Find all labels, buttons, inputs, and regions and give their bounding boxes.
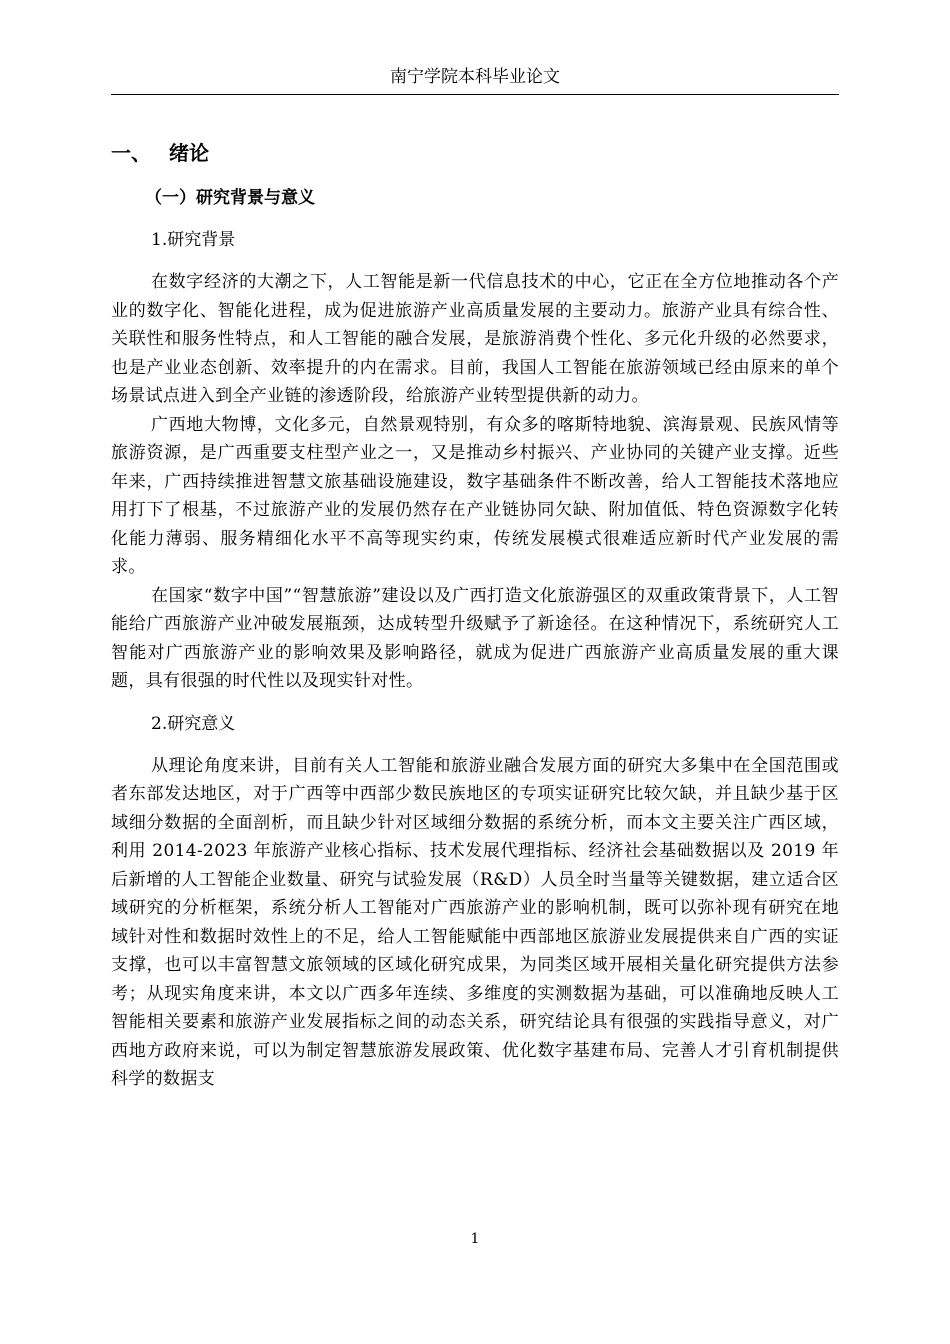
running-header: 南宁学院本科毕业论文 xyxy=(390,67,560,87)
subsection-heading: （一）研究背景与意义 xyxy=(145,188,315,208)
background-paragraph-2: 广西地大物博，文化多元，自然景观特别，有众多的喀斯特地貌、滨海景观、民族风情等旅游资源，是广西重要支柱型产业之一，又是推动乡村振兴、产业协同的关键产业支撑。近些年来，广西持续推进智慧文旅基础设施建设，数字基础条件不断改善，给人工智能技术落地应用打下了根基，不过旅游产业的发展仍然存在产业链协同欠缺、附加值低、特色资源数字化转化能力薄弱、服务精细化水平不高等现实约束，传统发展模式很难适应新时代产业发展的需求。 xyxy=(111,414,839,577)
section-title: 绪论 xyxy=(169,141,209,165)
background-heading: 1.研究背景 xyxy=(151,230,236,250)
page-number: 1 xyxy=(470,1231,480,1247)
header-divider xyxy=(111,94,839,95)
background-paragraph-1: 在数字经济的大潮之下，人工智能是新一代信息技术的中心，它正在全方位地推动各个产业的数字化、智能化进程，成为促进旅游产业高质量发展的主要动力。旅游产业具有综合性、关联性和服务性特点，和人工智能的融合发展，是旅游消费个性化、多元化升级的必然要求，也是产业业态创新、效率提升的内在需求。目前，我国人工智能在旅游领域已经由原来的单个场景试点进入到全产业链的渗透阶段，给旅游产业转型提供新的动力。 xyxy=(111,272,839,406)
significance-heading: 2.研究意义 xyxy=(151,713,236,734)
section-heading xyxy=(111,138,839,168)
page-body xyxy=(111,138,839,1094)
significance-paragraph-1: 从理论角度来讲，目前有关人工智能和旅游业融合发展方面的研究大多集中在全国范围或者东部发达地区，对于广西等中西部少数民族地区的专项实证研究比较欠缺，并且缺少基于区域细分数据的全面剖析，而且缺少针对区域细分数据的系统分析，而本文主要关注广西区域，利用 2014-2023 年旅游产业核心指标、技术发展代理指标、经济社会基础数据以及 2019 年后新增的人工智能企业数量、研究与试验发展（R&D）人员全时当量等关键数据，建立适合区域研究的分析框架，系统分析人工智能对广西旅游产业的影响机制，既可以弥补现有研究在地域针对性和数据时效性上的不足，给人工智能赋能中西部地区旅游业发展提供来自广西的实证支撑，也可以丰富智慧文旅领域的区域化研究成果，为同类区域开展相关量化研究提供方法参考；从现实角度来讲，本文以广西多年连续、多维度的实测数据为基础，可以准确地反映人工智能相关要素和旅游产业发展指标之间的动态关系，研究结论具有很强的实践指导意义，对广西地方政府来说，可以为制定智慧旅游发展政策、优化数字基建布局、完善人才引育机制提供科学的数据支 xyxy=(111,755,839,1089)
section-number: 一、 xyxy=(111,141,151,165)
background-paragraph-3: 在国家“数字中国”“智慧旅游”建设以及广西打造文化旅游强区的双重政策背景下，人工智能给广西旅游产业冲破发展瓶颈，达成转型升级赋予了新途径。在这种情况下，系统研究人工智能对广西旅游产业的影响效果及影响路径，就成为促进广西旅游产业高质量发展的重大课题，具有很强的时代性以及现实针对性。 xyxy=(111,585,839,691)
